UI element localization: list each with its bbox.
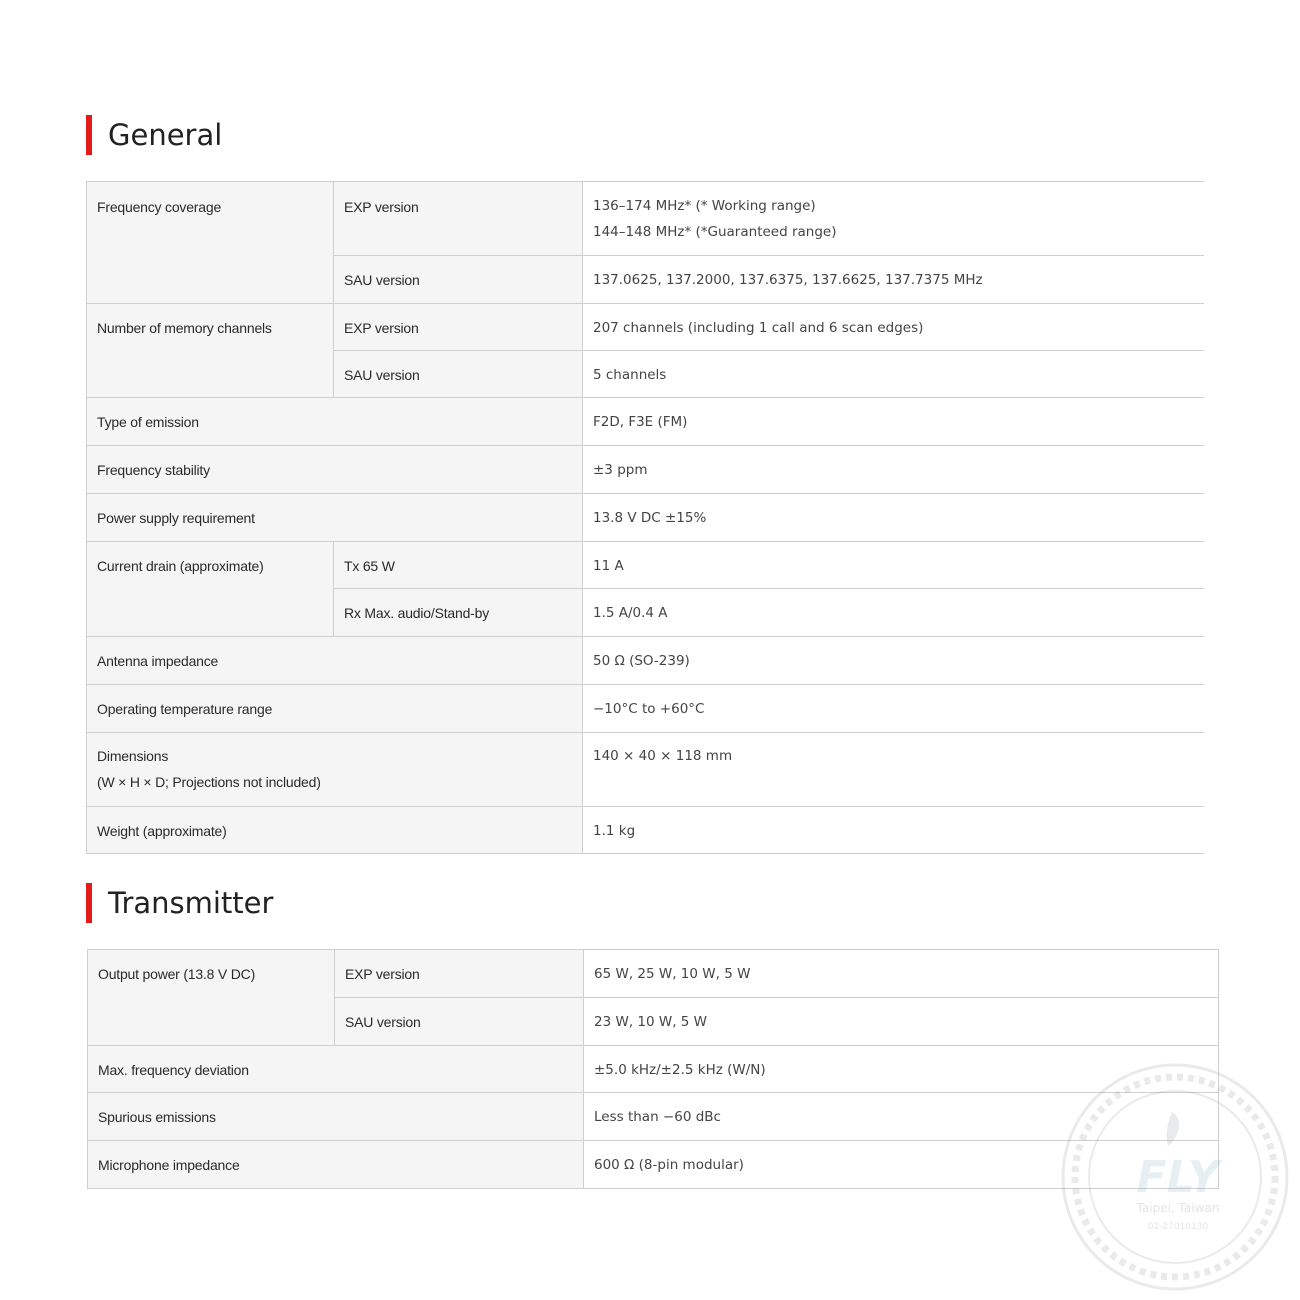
spec-label: Number of memory channels — [87, 304, 334, 398]
spec-value: 137.0625, 137.2000, 137.6375, 137.6625, 137.7375 MHz — [583, 256, 1204, 304]
general-spec-table — [86, 181, 1204, 854]
table-row — [87, 398, 1204, 446]
spec-label: Power supply requirement — [87, 494, 583, 542]
table-row — [87, 182, 1204, 256]
table-row — [87, 733, 1204, 807]
spec-value: Less than −60 dBc — [584, 1093, 1219, 1141]
spec-value: 600 Ω (8-pin modular) — [584, 1141, 1219, 1189]
section-title-general: General — [86, 115, 222, 155]
transmitter-spec-table — [87, 949, 1219, 1189]
spec-sublabel: EXP version — [334, 304, 583, 351]
spec-value: 65 W, 25 W, 10 W, 5 W — [584, 950, 1219, 998]
spec-value: 136–174 MHz* (* Working range) 144–148 MHz* (*Guaranteed range) — [583, 182, 1204, 256]
spec-sublabel: SAU version — [335, 998, 584, 1046]
spec-sublabel: EXP version — [334, 182, 583, 256]
table-row — [87, 685, 1204, 733]
spec-sublabel: SAU version — [334, 351, 583, 398]
spec-value: 1.5 A/0.4 A — [583, 589, 1204, 637]
spec-value: F2D, F3E (FM) — [583, 398, 1204, 446]
table-row — [88, 950, 1219, 998]
section-title-transmitter: Transmitter — [86, 883, 273, 923]
watermark-brand: FLY — [1136, 1152, 1220, 1203]
spec-value: 50 Ω (SO-239) — [583, 637, 1204, 685]
spec-value: 1.1 kg — [583, 807, 1204, 854]
spec-label: Operating temperature range — [87, 685, 583, 733]
table-row — [87, 542, 1204, 589]
spec-label: Dimensions (W × H × D; Projections not included) — [87, 733, 583, 807]
spec-value: 13.8 V DC ±15% — [583, 494, 1204, 542]
spec-label: Output power (13.8 V DC) — [88, 950, 335, 1046]
spec-sublabel: EXP version — [335, 950, 584, 998]
spec-label: Max. frequency deviation — [88, 1046, 584, 1093]
spec-label: Frequency coverage — [87, 182, 334, 304]
spec-value: ±5.0 kHz/±2.5 kHz (W/N) — [584, 1046, 1219, 1093]
spec-value: 5 channels — [583, 351, 1204, 398]
spec-value: 207 channels (including 1 call and 6 scan edges) — [583, 304, 1204, 351]
table-row — [88, 1093, 1219, 1141]
table-row — [87, 494, 1204, 542]
spec-label: Weight (approximate) — [87, 807, 583, 854]
watermark-phone: 02-27010130 — [1147, 1222, 1209, 1232]
spec-sublabel: Tx 65 W — [334, 542, 583, 589]
table-row — [87, 637, 1204, 685]
table-row — [87, 807, 1204, 854]
spec-label: Spurious emissions — [88, 1093, 584, 1141]
spec-value: ±3 ppm — [583, 446, 1204, 494]
spec-value: 11 A — [583, 542, 1204, 589]
spec-label: Antenna impedance — [87, 637, 583, 685]
table-row — [88, 1046, 1219, 1093]
spec-label: Frequency stability — [87, 446, 583, 494]
spec-value: 23 W, 10 W, 5 W — [584, 998, 1219, 1046]
spec-label: Type of emission — [87, 398, 583, 446]
watermark-location: Taipei, Taiwan — [1136, 1201, 1220, 1215]
table-row — [87, 446, 1204, 494]
spec-sublabel: Rx Max. audio/Stand-by — [334, 589, 583, 637]
table-row — [88, 1141, 1219, 1189]
spec-value: 140 × 40 × 118 mm — [583, 733, 1204, 807]
spec-sublabel: SAU version — [334, 256, 583, 304]
table-row — [87, 304, 1204, 351]
spec-label: Current drain (approximate) — [87, 542, 334, 637]
spec-label: Microphone impedance — [88, 1141, 584, 1189]
spec-value: −10°C to +60°C — [583, 685, 1204, 733]
